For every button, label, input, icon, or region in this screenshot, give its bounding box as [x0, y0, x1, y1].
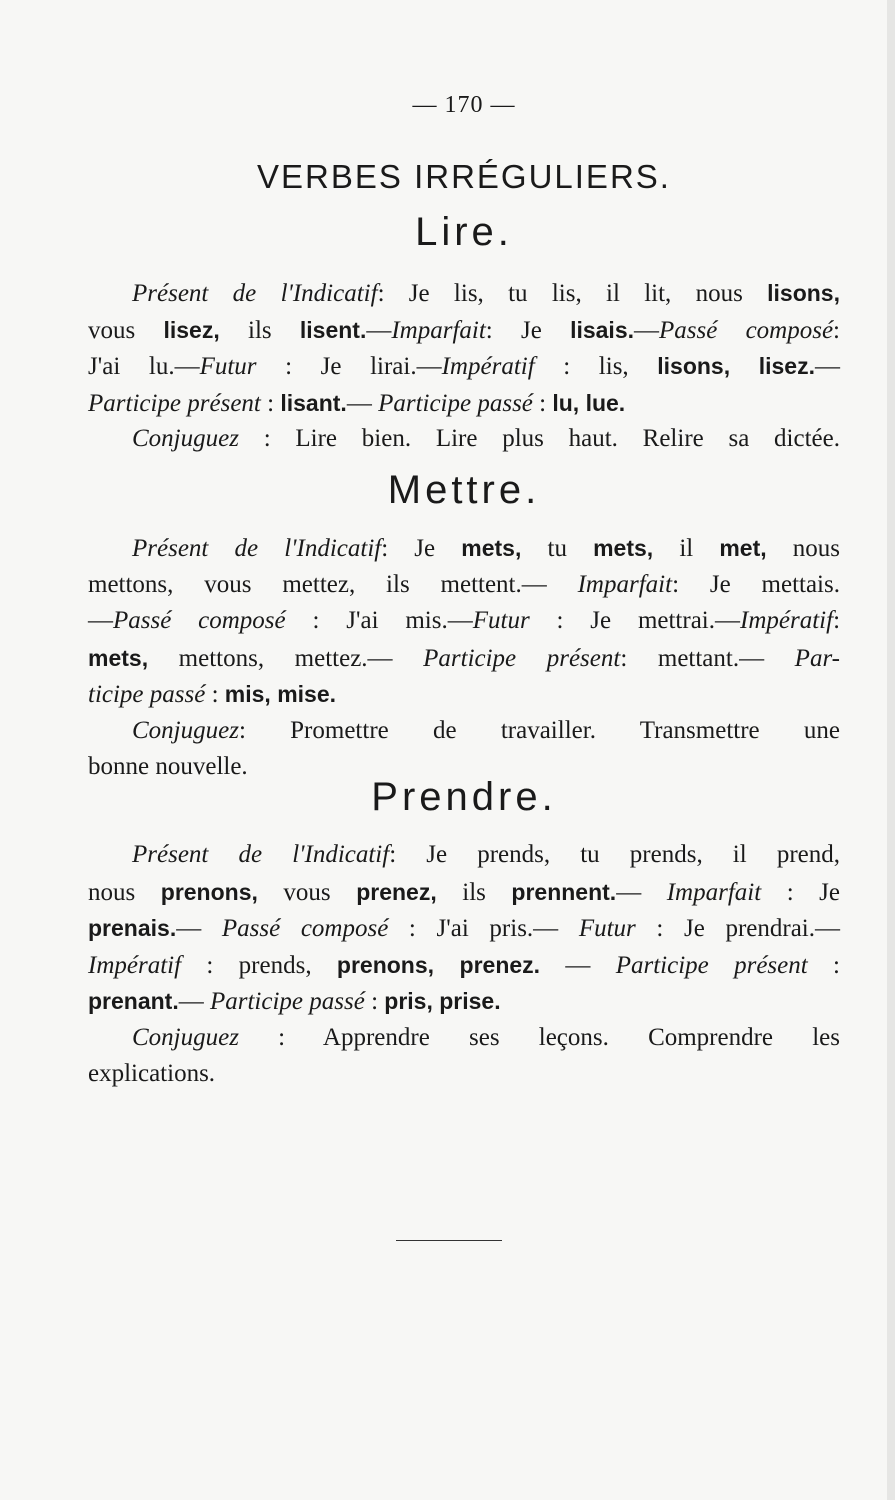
page-edge: [887, 0, 895, 1500]
text-line: explications.: [88, 1060, 216, 1087]
page-title: VERBES IRRÉGULIERS.: [257, 158, 671, 195]
paragraph-prendre-conjugation: [88, 837, 840, 1093]
text-line: Conjuguez : Lire bien. Lire plus haut. Relire sa dictée.: [132, 425, 840, 452]
text-line: Présent de l'Indicatif: Je prends, tu prends, il prend,: [132, 841, 840, 868]
text-line: prenant.— Participe passé : pris, prise.: [88, 988, 501, 1015]
text-line: nous prenons, vous prenez, ils prennent.— Imparfait : Je: [88, 878, 841, 906]
text-line: Impératif : prends, prenons, prenez. — Participe présent :: [88, 951, 840, 979]
text-line: Conjuguez : Apprendre ses leçons. Comprendre les: [132, 1023, 840, 1051]
text-line: Participe présent : lisant.— Participe passé : lu, lue.: [88, 389, 626, 417]
section-divider-rule: [396, 1240, 502, 1241]
text-line: mettons, vous mettez, ils mettent.— Imparfait: Je mettais.: [88, 570, 840, 598]
paragraph-mettre-conjugation: [88, 530, 840, 786]
text-line: Présent de l'Indicatif: Je mets, tu mets, il met, nous: [132, 535, 840, 562]
text-line: J'ai lu.—Futur : Je lirai.—Impératif : lis, lisons, lisez.—: [88, 353, 840, 380]
text-line: vous lisez, ils lisent.—Imparfait: Je lisais.—Passé composé:: [88, 316, 840, 344]
text-line: —Passé composé : J'ai mis.—Futur : Je mettrai.—Impératif:: [88, 607, 841, 634]
text-line: mets, mettons, mettez.— Participe présent: mettant.— Par-: [88, 644, 840, 672]
text-line: ticipe passé : mis, mise.: [88, 681, 337, 708]
text-line: prenais.— Passé composé : J'ai pris.— Futur : Je prendrai.—: [88, 915, 840, 942]
verb-heading-lire: Lire.: [415, 210, 513, 254]
verb-heading-prendre: Prendre.: [371, 775, 557, 819]
text-line: bonne nouvelle.: [88, 753, 248, 780]
paragraph-lire-conjugation: [88, 275, 840, 458]
verb-heading-mettre: Mettre.: [387, 468, 541, 512]
text-line: Conjuguez: Promettre de travailler. Transmettre une: [132, 716, 840, 744]
text-line: Présent de l'Indicatif: Je lis, tu lis, il lit, nous lisons,: [132, 280, 840, 307]
page-number: — 170 —: [412, 92, 516, 118]
